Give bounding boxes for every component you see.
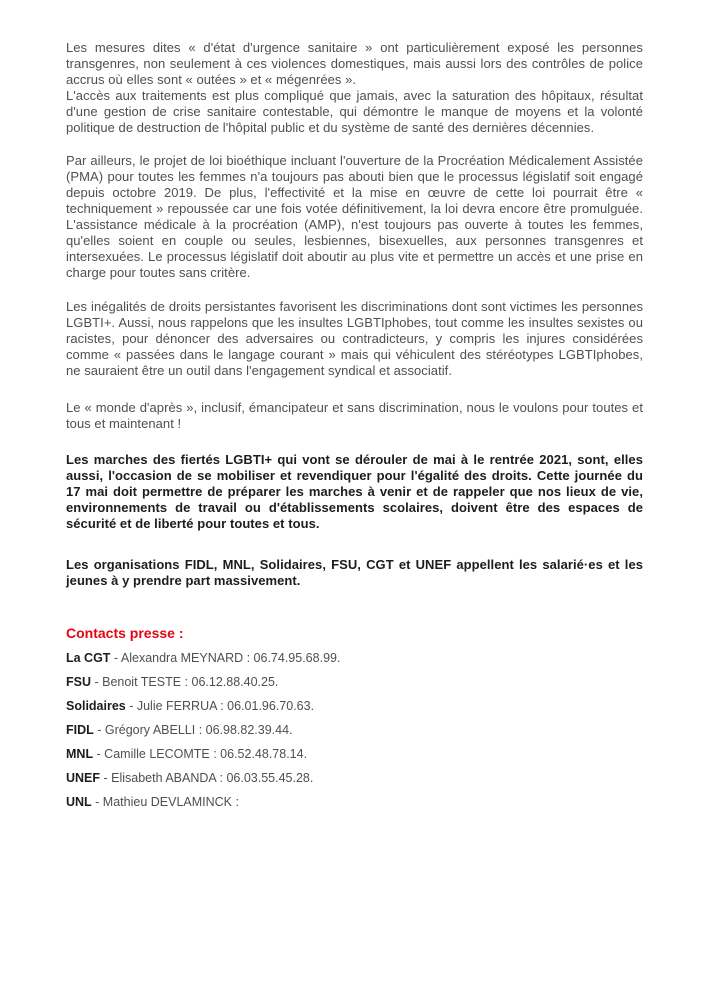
paragraph-organisations-call: Les organisations FIDL, MNL, Solidaires, FSU, CGT et UNEF appellent les salarié·es et les jeunes à y prendre part massivement. (66, 557, 643, 588)
contact-details: - Elisabeth ABANDA : 06.03.55.45.28. (100, 771, 314, 785)
paragraph-access-treatments: L'accès aux traitements est plus compliqué que jamais, avec la saturation des hôpitaux, résultat d'une gestion de crise sanitaire contestable, qui démontre le manque de moyens et la volonté politique de destruction de l'hôpital public et du système de santé des dernières décennies. (66, 88, 643, 135)
contact-org: FIDL (66, 723, 94, 737)
contact-org: UNEF (66, 771, 101, 785)
contact-details: - Grégory ABELLI : 06.98.82.39.44. (93, 723, 293, 737)
contact-org: FSU (66, 675, 91, 689)
contact-line-mnl (66, 747, 643, 761)
contact-details: - Benoit TESTE : 06.12.88.40.25. (91, 675, 279, 689)
paragraph-bioethics-law: Par ailleurs, le projet de loi bioéthique incluant l'ouverture de la Procréation Médicalement Assistée (PMA) pour toutes les femmes n'a toujours pas abouti bien que le processus législatif soit engagé depuis octobre 2019. De plus, l'effectivité et la mise en œuvre de cette loi pourrait être « techniquement » repoussée car une fois votée définitivement, la loi devra encore être promulguée. L'assistance médicale à la procréation (AMP), n'est toujours pas ouverte à toutes les femmes, qu'elles soient en couple ou seules, lesbiennes, bisexuelles, aux personnes transgenres et intersexuées. Le processus législatif doit aboutir au plus vite et permettre un accès et une prise en charge pour toutes sans critère. (66, 153, 643, 280)
contact-details: - Camille LECOMTE : 06.52.48.78.14. (93, 747, 308, 761)
contact-line-fidl (66, 723, 643, 737)
contacts-press-heading: Contacts presse : (66, 625, 184, 641)
contact-details: - Mathieu DEVLAMINCK : (91, 795, 239, 809)
paragraph-emergency-measures: Les mesures dites « d'état d'urgence sanitaire » ont particulièrement exposé les personnes transgenres, non seulement à ces violences domestiques, mais aussi lors des contrôles de police accrus où elles sont « outées » et « mégenrées ». (66, 40, 643, 87)
contact-org: UNL (66, 795, 92, 809)
contact-line-fsu (66, 675, 643, 689)
contact-line-unl (66, 795, 643, 809)
contact-org: La CGT (66, 651, 111, 665)
paragraph-pride-marches: Les marches des fiertés LGBTI+ qui vont se dérouler de mai à le rentrée 2021, sont, elles aussi, l'occasion de se mobiliser et revendiquer pour l'égalité des droits. Cette journée du 17 mai doit permettre de préparer les marches à venir et de rappeler que nos lieux de vie, environnements de travail ou d'établissements scolaires, doivent être des espaces de sécurité et de liberté pour toutes et tous. (66, 452, 643, 531)
contacts-list (66, 651, 643, 809)
contact-line-solidaires (66, 699, 643, 713)
paragraph-rights-inequalities: Les inégalités de droits persistantes favorisent les discriminations dont sont victimes les personnes LGBTI+. Aussi, nous rappelons que les insultes LGBTIphobes, tout comme les insultes sexistes ou racistes, pour dénoncer des adversaires ou contradicteurs, y compris les injures considérées comme « passées dans le langage courant » mais qui véhiculent des stéréotypes LGBTIphobes, ne sauraient être un outil dans l'engagement syndical et associatif. (66, 299, 643, 378)
contact-details: - Julie FERRUA : 06.01.96.70.63. (125, 699, 315, 713)
contact-org: Solidaires (66, 699, 126, 713)
contact-line-unef (66, 771, 643, 785)
contact-org: MNL (66, 747, 94, 761)
paragraph-world-after: Le « monde d'après », inclusif, émancipateur et sans discrimination, nous le voulons pour toutes et tous et maintenant ! (66, 400, 643, 431)
contact-line-cgt (66, 651, 643, 665)
contact-details: - Alexandra MEYNARD : 06.74.95.68.99. (110, 651, 341, 665)
